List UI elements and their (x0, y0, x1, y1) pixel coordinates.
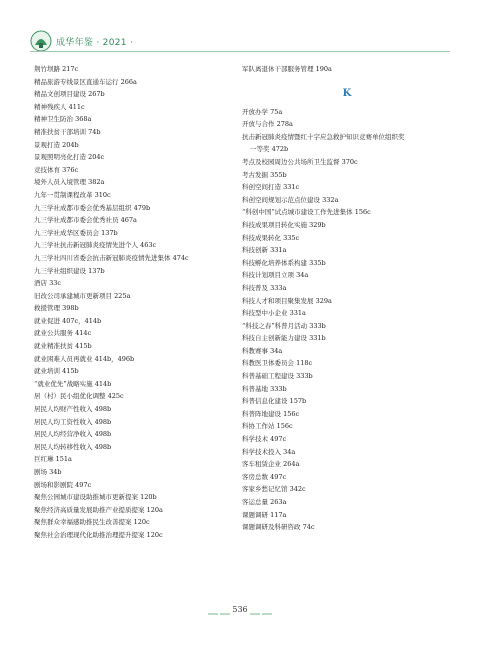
index-entry: 考古发掘 355b (242, 170, 287, 179)
index-entry: “就业优先”战略实施 414b (34, 379, 112, 388)
index-entry: 科技人才和项目聚集发展 329a (242, 296, 332, 305)
index-entry: 科技创新 331a (242, 246, 287, 255)
index-entry: 客运总量 263a (242, 498, 287, 506)
index-entry: 科技型中小企业 331a (242, 309, 306, 318)
index-entry: 就业培训 415b (34, 367, 79, 376)
index-entry: 九三学社四川省委会抗击新冠肺炎疫情先进集体 474c (34, 253, 189, 262)
index-entry: 科创空间打造 331c (242, 183, 300, 192)
index-entry: 聚焦群众幸福感助推民生改善提案 120c (34, 518, 150, 527)
index-entry: 就业困难人员再就业 414b，496b (34, 354, 135, 363)
index-entry: 科普基础工程建设 333b (242, 372, 313, 381)
index-entry: 科教医卫体委员会 118c (242, 359, 313, 368)
header-divider (30, 51, 450, 52)
index-entry: 科技自主创新能力建设 331b (242, 334, 326, 343)
index-entry: 居民人均工资性收入 498b (34, 417, 112, 426)
index-entry: 科普阵地建设 156c (242, 409, 300, 418)
index-entry: 客车租赁企业 264a (242, 460, 300, 469)
page-footer (0, 600, 480, 626)
index-entry: 科教赛事 34a (242, 346, 283, 355)
index-entry: 精品文创项目建设 267b (34, 90, 105, 99)
footer-decoration-right (250, 613, 260, 615)
index-entry: 境外人员入境管理 382a (34, 178, 105, 187)
index-entry: 科技孵化培养体系构建 335b (242, 258, 326, 267)
index-entry: 考点及校园周边公共场所卫生监督 370c (242, 157, 358, 166)
index-entry: 九三学社成华区委员会 137b (34, 228, 118, 237)
index-entry: 聚焦经济高质量发展助推产业提质提案 120a (34, 505, 163, 514)
index-entry: 景观照明亮化打造 204c (34, 153, 105, 162)
index-entry: 开放与合作 278a (242, 120, 293, 129)
index-list-j-continued (242, 63, 452, 76)
index-entry: 科学技术 497c (242, 435, 287, 444)
footer-decoration-right (262, 613, 272, 615)
index-entry: 救援管理 398b (34, 304, 79, 313)
yearbook-logo-icon (30, 30, 52, 52)
index-entry: 客房总数 497c (242, 472, 287, 481)
index-entry: 竞技体育 376c (34, 165, 79, 174)
index-entry: 就业公共服务 414c (34, 329, 92, 338)
index-entry: 科学技术投入 34a (242, 447, 296, 456)
index-entry: 居民人均财产性收入 498b (34, 405, 112, 414)
index-entry: “科技之春”科普月活动 333b (242, 321, 326, 330)
index-entry: 科技普及 333a (242, 283, 287, 292)
index-entry: 景观打造 204b (34, 140, 79, 149)
index-entry: 就业精准扶贫 415b (34, 342, 92, 351)
index-entry: 客家乡愁记忆馆 342c (242, 485, 306, 494)
index-entry: 军队离退休干部服务管理 190a (242, 65, 332, 73)
index-entry: 九三学社抗击新冠肺炎疫情先进个人 463c (34, 241, 157, 250)
index-entry: 旧改公司承建城市更新项目 225a (34, 291, 131, 300)
index-entry: 剧场 34b (34, 468, 62, 476)
index-entry: 精准扶贫干部培训 74b (34, 127, 101, 136)
index-entry: 九三学社成都市委会优秀社员 467a (34, 216, 137, 225)
index-entry: 居民人均经营净收入 498b (34, 430, 112, 439)
index-entry: 精神卫生防治 368a (34, 115, 92, 124)
page-header (0, 0, 480, 60)
index-entry: 科创空间规划示范点位建设 332a (242, 195, 339, 204)
index-column-right (242, 63, 452, 534)
index-entry: 酒店 33c (34, 279, 61, 288)
index-entry: 居民人均转移性收入 498b (34, 442, 112, 451)
index-entry: 九三学社组织建设 137b (34, 266, 105, 275)
index-entry: 一等奖 472b (250, 145, 289, 154)
index-entry: 科普基地 333b (242, 384, 287, 393)
index-entry: 课题调研 117a (242, 510, 287, 519)
index-entry: 居（村）民小组优化调整 425c (34, 392, 124, 401)
index-entry: 科协工作站 156c (242, 422, 293, 431)
header-title: 成华年鉴 · 2021 · (56, 38, 134, 48)
section-letter-k: K (342, 87, 352, 99)
index-entry: “科创中国”试点城市建设工作先进集体 156c (242, 208, 371, 217)
index-entry: 开放办学 75a (242, 107, 283, 116)
index-entry: 精品旅游专线景区直通车运行 266a (34, 77, 137, 86)
index-entry: 九年一贯制课程改革 310c (34, 190, 111, 199)
index-entry: 抗击新冠肺炎疫情暨红十字应急救护知识竞赛单位组织奖 (242, 132, 405, 141)
index-entry: 就业促进 407c，414b (34, 316, 102, 325)
index-entry: 剧场和影剧院 497c (34, 480, 92, 489)
index-entry: 荆竹坝路 217c (34, 65, 79, 73)
page-number: 536 (232, 605, 248, 614)
index-entry: 聚焦社会治理现代化助推治理提升提案 120c (34, 530, 163, 539)
index-entry: 科技成果转化 335c (242, 233, 300, 242)
index-entry: 科普信息化建设 157b (242, 397, 307, 406)
index-list-k (242, 106, 452, 534)
index-entry: 科技成果项目转化实施 329b (242, 220, 326, 229)
index-entry: 精神残疾人 411c (34, 102, 85, 111)
index-entry: 巨红琳 151a (34, 455, 72, 464)
index-entry: 科技计划项目立项 34a (242, 271, 309, 280)
index-entry: 课题调研及科研咨政 74c (242, 523, 315, 532)
index-entry: 九三学社成都市委会优秀基层组织 479b (34, 203, 151, 212)
index-column-left (34, 63, 230, 542)
index-entry: 聚焦公园城市建设助推城市更新提案 120b (34, 493, 157, 502)
